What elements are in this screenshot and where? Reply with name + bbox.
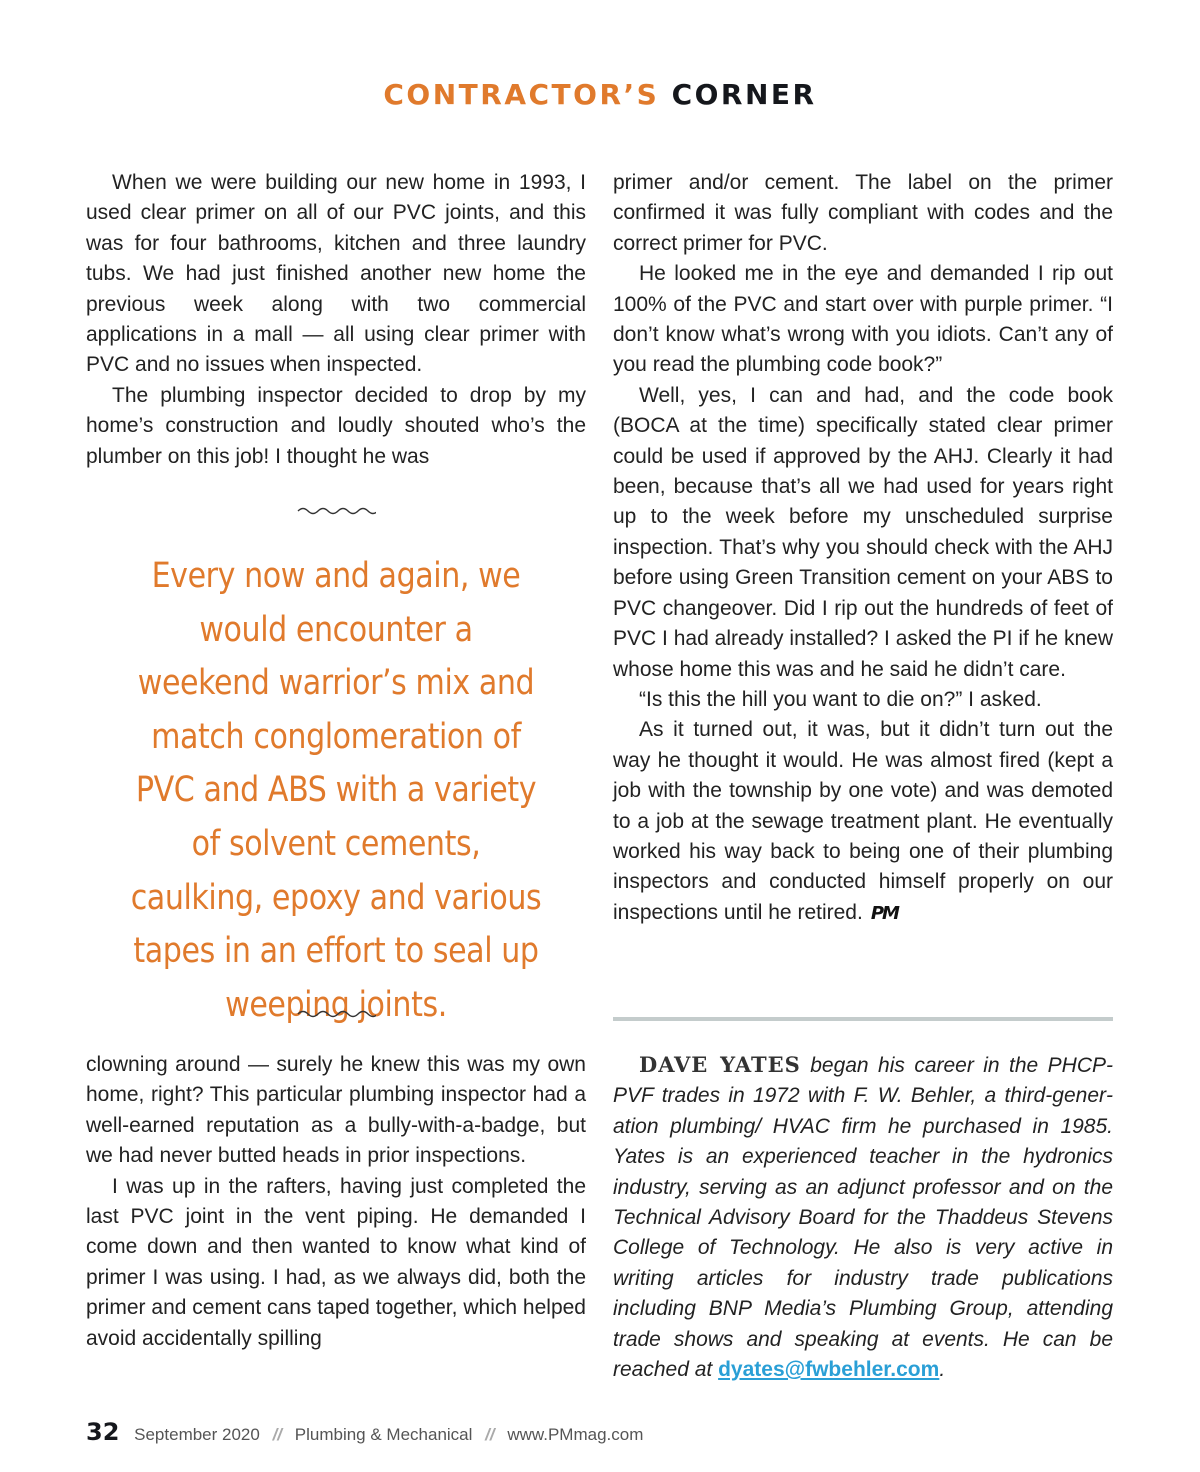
footer-separator: // <box>485 1425 495 1444</box>
paragraph: “Is this the hill you want to die on?” I asked. <box>639 687 1042 711</box>
paragraph: He looked me in the eye and demanded I rip out 100% of the PVC and start over with purple primer. “I don’t know what’s wrong with you idiots. Can’t any of you read the plumbing code book?” <box>613 262 1113 377</box>
paragraph: primer and/or cement. The label on the primer confirmed it was fully compliant with codes and the correct primer for PVC. <box>613 171 1113 255</box>
bio-text: began his career in the PHCP-PVF trades in 1972 with F. W. Behler, a third-generation plumbing/ HVAC firm he purchased in 1985. Yates is an experienced teacher in the hydronics industry, serving as an adjunct professor and on the Technical Advisory Board for the Thaddeus Stevens College of Technology. He also is very active in writing articles for industry trade publications including BNP Media’s Plumbing Group, attending trade shows and speaking at events. He can be reached at <box>613 1054 1113 1382</box>
paragraph-text: As it turned out, it was, but it didn’t turn out the way he thought it would. He was almost fired (kept a job with the township by one vote) and was demoted to a job at the sewage treatment plant. He eventually worked his way back to being one of their plumbing inspectors and conducted himself properly on our inspections until he retired. <box>613 718 1113 924</box>
footer-separator: // <box>272 1425 283 1444</box>
bio-divider <box>613 1017 1113 1021</box>
issue-date: September 2020 <box>134 1425 260 1444</box>
bio-end-period: . <box>939 1358 946 1382</box>
magazine-url[interactable]: www.PMmag.com <box>507 1425 644 1444</box>
pull-quote: Every now and again, we would encounter a weekend warrior’s mix and match conglomeration of PVC and ABS with a variety of solvent cements, caulking, epoxy and various tapes in an effort to seal up weeping joints. <box>130 556 542 1025</box>
author-email-link[interactable]: dyates@fwbehler.com <box>718 1358 940 1382</box>
magazine-name: Plumbing & Mechanical <box>294 1425 473 1444</box>
section-header <box>0 78 1200 111</box>
page-footer <box>86 1418 643 1446</box>
paragraph: I was up in the rafters, having just completed the last PVC joint in the vent piping. He demanded I come down and then wanted to know what kind of primer I was using. I had, as we always did, both the primer and cement cans taped together, which helped avoid accidentally spilling <box>86 1174 586 1350</box>
paragraph: When we were building our new home in 1993, I used clear primer on all of our PVC joints, and this was for four bathrooms, kitchen and three laundry tubs. We had just finished another new home the previous week along with two commercial applications in a mall — all using clear primer with PVC and no issues when inspected. <box>86 171 586 377</box>
squiggle-divider-bottom <box>296 1008 376 1020</box>
paragraph: clowning around — surely he knew this was my own home, right? This particular plumbing inspector had a well-earned reputation as a bully-with-a-badge, but we had never butted heads in prior inspections. <box>86 1053 586 1168</box>
header-corner: CORNER <box>671 78 817 111</box>
squiggle-divider-top <box>296 505 376 517</box>
left-column-bottom <box>86 1050 586 1354</box>
right-column-top <box>613 168 1113 929</box>
paragraph: The plumbing inspector decided to drop by my home’s construction and loudly shouted who’s the plumber on this job! I thought he was <box>86 383 586 468</box>
header-contractors: CONTRACTOR’S <box>383 78 660 111</box>
author-name: DAVE YATES <box>639 1052 801 1077</box>
author-bio <box>613 1050 1113 1385</box>
pm-end-mark-icon: PM <box>870 902 898 924</box>
paragraph-last <box>613 715 1113 929</box>
paragraph: Well, yes, I can and had, and the code book (BOCA at the time) specifically stated clear primer could be used if approved by the AHJ. Clearly it had been, because that’s all we had used for years right up to the week before my unscheduled surprise inspection. That’s why you should check with the AHJ before using Green Transition cement on your ABS to PVC changeover. Did I rip out the hundreds of feet of PVC I had already installed? I asked the PI if he knew whose home this was and he said he didn’t care. <box>613 383 1113 681</box>
page-number: 32 <box>86 1418 120 1446</box>
left-column-top <box>86 168 586 472</box>
